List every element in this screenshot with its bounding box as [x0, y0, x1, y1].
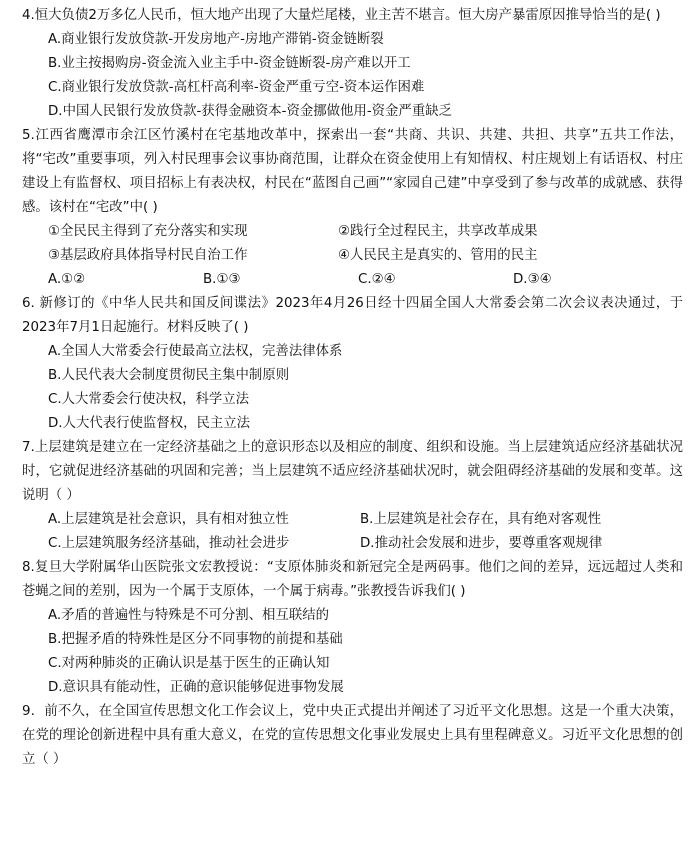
question-5-options-row [48, 268, 683, 292]
question-4 [22, 4, 683, 124]
question-4-option-b: B.业主按揭购房-资金流入业主手中-资金链断裂-房产难以开工 [48, 56, 411, 71]
question-7 [22, 436, 683, 556]
question-8-option-c: C.对两种肺炎的正确认识是基于医生的正确认知 [48, 656, 330, 671]
question-5-statements-row-1 [48, 220, 683, 244]
question-5-option-a: A.①② [48, 272, 86, 287]
question-8-option-d: D.意识具有能动性，正确的意识能够促进事物发展 [48, 680, 344, 695]
question-8-option-a: A.矛盾的普遍性与特殊是不可分割、相互联结的 [48, 608, 329, 623]
question-5-stem: 5.江西省鹰潭市余江区竹溪村在宅基地改革中，探索出一套“共商、共识、共建、共担、共享”五共工作法，将“宅改”重要事项，列入村民理事会议事协商范围，让群众在资金使用上有知情权、村庄规划上有话语权、村庄建设上有监督权、项目招标上有表决权，村民在“蓝图自己画”“家园自己建”中享受到了参与改革的成就感、获得感。该村在“宅改”中( ) [22, 128, 683, 215]
question-4-option-c: C.商业银行发放贷款-高杠杆高利率-资金严重亏空-资本运作困难 [48, 80, 425, 95]
question-7-stem: 7.上层建筑是建立在一定经济基础之上的意识形态以及相应的制度、组织和设施。当上层建筑适应经济基础状况时，它就促进经济基础的巩固和完善；当上层建筑不适应经济基础状况时，就会阻碍经济基础的发展和变革。这说明（ ） [22, 440, 683, 503]
question-7-options-row-1 [48, 508, 683, 532]
question-4-stem: 4.恒大负债2万多亿人民币，恒大地产出现了大量烂尾楼，业主苦不堪言。恒大房产暴雷原因推导恰当的是( ) [22, 8, 661, 23]
question-5-statement-2: ②践行全过程民主，共享改革成果 [338, 224, 538, 239]
question-7-option-d: D.推动社会发展和进步，要尊重客观规律 [360, 536, 603, 551]
question-9-stem: 9．前不久，在全国宣传思想文化工作会议上，党中央正式提出并阐述了习近平文化思想。这是一个重大决策，在党的理论创新进程中具有重大意义，在党的宣传思想文化事业发展史上具有里程碑意义。习近平文化思想的创立（ ） [22, 704, 683, 767]
question-6-option-c: C.人大常委会行使决权，科学立法 [48, 392, 250, 407]
question-5-option-b: B.①③ [203, 272, 241, 287]
question-5-statement-3: ③基层政府具体指导村民自治工作 [48, 248, 248, 263]
question-5-statement-1: ①全民民主得到了充分落实和实现 [48, 224, 248, 239]
question-5-option-c: C.②④ [358, 272, 396, 287]
question-6 [22, 292, 683, 436]
question-7-option-a: A.上层建筑是社会意识，具有相对独立性 [48, 512, 289, 527]
question-7-option-b: B.上层建筑是社会存在，具有绝对客观性 [360, 512, 602, 527]
question-6-option-a: A.全国人大常委会行使最高立法权，完善法律体系 [48, 344, 343, 359]
question-5-option-d: D.③④ [513, 272, 552, 287]
question-4-option-d: D.中国人民银行发放贷款-获得金融资本-资金挪做他用-资金严重缺乏 [48, 104, 452, 119]
question-5-statements-row-2 [48, 244, 683, 268]
question-6-stem: 6. 新修订的《中华人民共和国反间谍法》2023年4月26日经十四届全国人大常委会第二次会议表决通过，于2023年7月1日起施行。材料反映了( ) [22, 296, 683, 335]
question-4-option-a: A.商业银行发放贷款-开发房地产-房地产滞销-资金链断裂 [48, 32, 384, 47]
question-7-option-c: C.上层建筑服务经济基础，推动社会进步 [48, 536, 290, 551]
question-7-options-row-2 [48, 532, 683, 556]
question-8 [22, 556, 683, 700]
question-6-option-d: D.人大代表行使监督权，民主立法 [48, 416, 251, 431]
question-8-option-b: B.把握矛盾的特殊性是区分不同事物的前提和基础 [48, 632, 343, 647]
question-8-stem: 8.复旦大学附属华山医院张文宏教授说：“支原体肺炎和新冠完全是两码事。他们之间的差异，远远超过人类和苍蝇之间的差别，因为一个属于支原体，一个属于病毒。”张教授告诉我们( ) [22, 560, 683, 599]
question-9 [22, 700, 683, 772]
question-5 [22, 124, 683, 292]
question-5-statement-4: ④人民民主是真实的、管用的民主 [338, 248, 538, 263]
question-6-option-b: B.人民代表大会制度贯彻民主集中制原则 [48, 368, 290, 383]
